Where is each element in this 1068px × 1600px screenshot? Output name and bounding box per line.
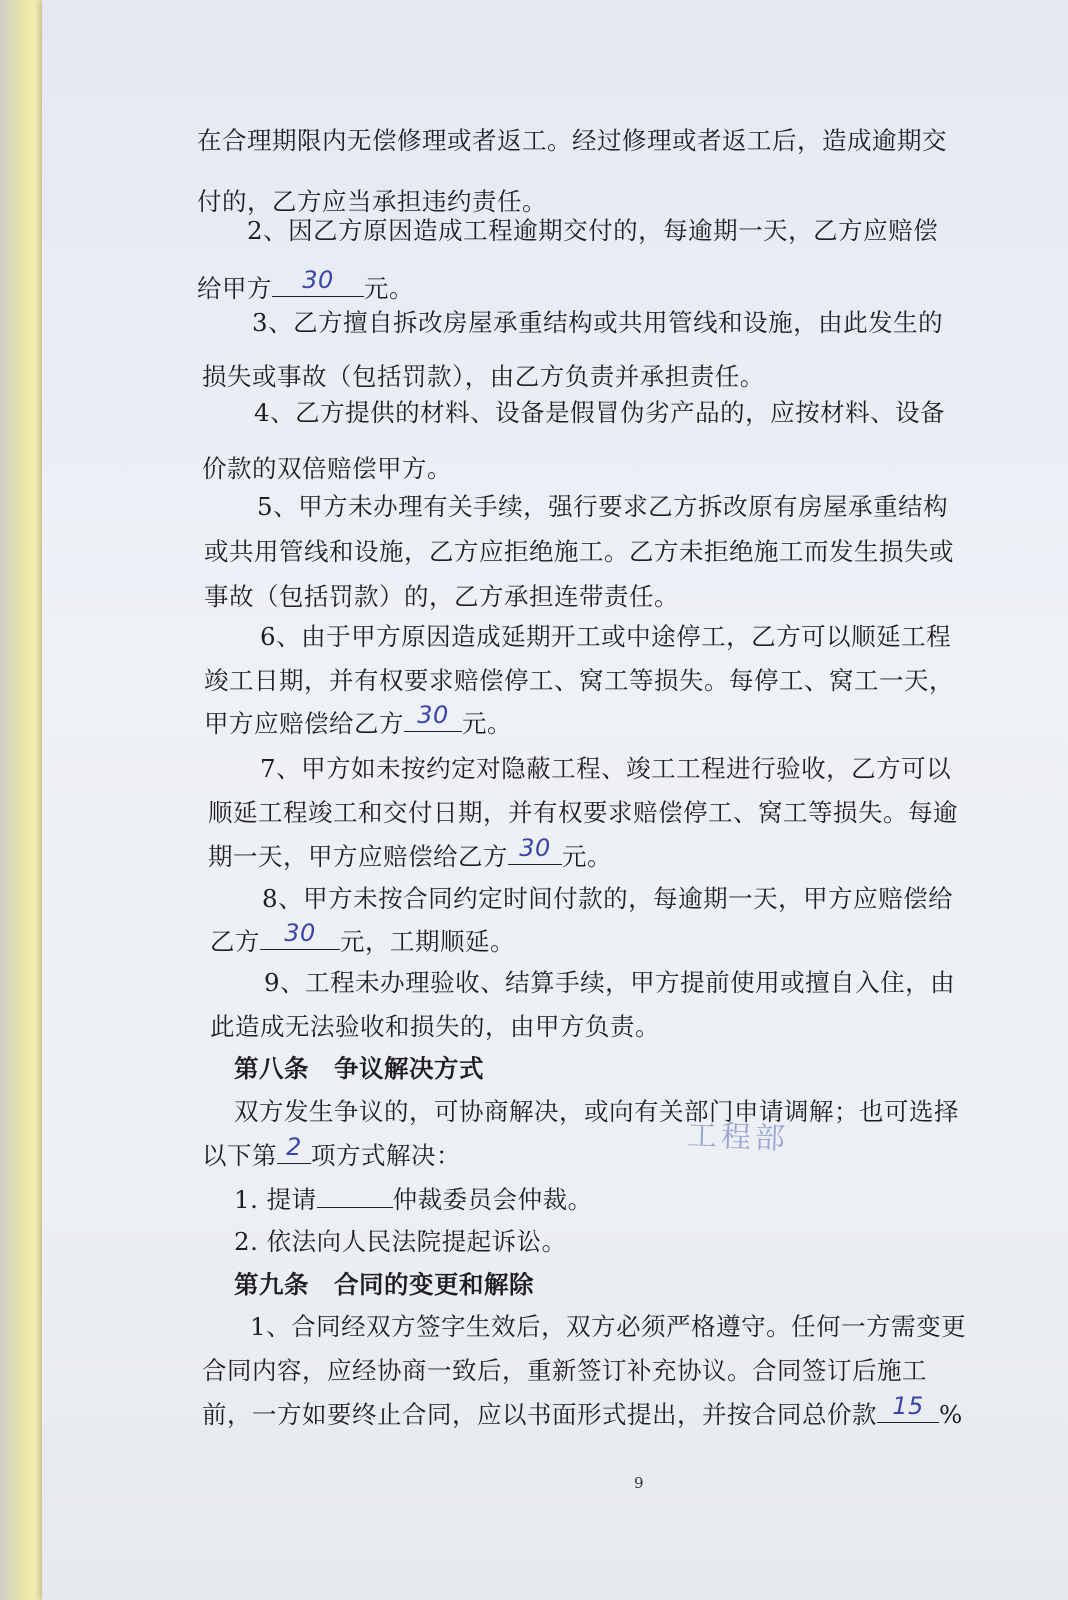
text-line: 合同内容，应经协商一致后，重新签订补充协议。合同签订后施工 (202, 1356, 927, 1385)
text-fragment: 仲裁委员会仲裁。 (392, 1185, 593, 1214)
text-fragment: 元。 (462, 709, 512, 738)
text-fragment: 甲方应赔偿给乙方 (204, 709, 404, 738)
fill-blank (404, 701, 462, 732)
fill-line (210, 919, 515, 958)
handwritten-value: 30 (519, 834, 551, 862)
text-line: 在合理期限内无偿修理或者返工。经过修理或者返工后，造成逾期交 (197, 126, 947, 155)
fill-line (197, 266, 414, 305)
text-line: 7、甲方如未按约定对隐蔽工程、竣工工程进行验收，乙方可以 (260, 754, 952, 783)
text-fragment: 元。 (364, 274, 414, 303)
text-line: 事故（包括罚款）的，乙方承担连带责任。 (204, 582, 679, 611)
text-line: 5、甲方未办理有关手续，强行要求乙方拆改原有房屋承重结构 (257, 492, 949, 521)
text-line: 1、合同经双方签字生效后，双方必须严格遵守。任何一方需变更 (250, 1312, 967, 1341)
text-line: 付的，乙方应当承担违约责任。 (197, 187, 547, 216)
text-line: 4、乙方提供的材料、设备是假冒伪劣产品的，应按材料、设备 (254, 398, 946, 427)
handwritten-value: 30 (284, 919, 316, 947)
handwritten-value: 30 (417, 701, 449, 729)
handwritten-value: 2 (286, 1133, 302, 1161)
contract-text (42, 0, 1068, 1600)
fill-blank (877, 1392, 939, 1423)
fill-line (204, 701, 512, 740)
section-heading: 第八条 争议解决方式 (234, 1054, 484, 1083)
text-fragment: % (939, 1400, 963, 1429)
fill-blank (277, 1133, 311, 1164)
page-number: 9 (634, 1474, 644, 1492)
fill-blank (260, 919, 340, 950)
text-fragment: 给甲方 (197, 274, 272, 303)
text-line: 竣工日期，并有权要求赔偿停工、窝工等损失。每停工、窝工一天， (204, 666, 954, 695)
handwritten-value: 30 (302, 266, 334, 294)
fill-blank (317, 1183, 393, 1208)
text-line: 损失或事故（包括罚款），由乙方负责并承担责任。 (202, 362, 765, 391)
fill-blank (272, 266, 364, 297)
text-line: 6、由于甲方原因造成延期开工或中途停工，乙方可以顺延工程 (260, 622, 952, 651)
document-page (42, 0, 1068, 1600)
text-line: 顺延工程竣工和交付日期，并有权要求赔偿停工、窝工等损失。每逾 (208, 798, 958, 827)
text-line: 3、乙方擅自拆改房屋承重结构或共用管线和设施，由此发生的 (252, 308, 944, 337)
text-line: 2. 依法向人民法院提起诉讼。 (234, 1227, 567, 1256)
fill-line (202, 1392, 963, 1431)
text-line: 8、甲方未按合同约定时间付款的，每逾期一天，甲方应赔偿给 (262, 884, 954, 913)
text-fragment: 以下第 (202, 1141, 277, 1170)
text-fragment: 1. 提请 (234, 1185, 317, 1214)
fill-line (208, 834, 612, 873)
text-line: 此造成无法验收和损失的，由甲方负责。 (210, 1012, 660, 1041)
fill-line (202, 1133, 461, 1172)
fill-line (234, 1181, 593, 1216)
text-fragment: 项方式解决： (311, 1141, 461, 1170)
text-fragment: 元，工期顺延。 (340, 927, 515, 956)
text-line: 2、因乙方原因造成工程逾期交付的，每逾期一天，乙方应赔偿 (247, 216, 939, 245)
text-line: 或共用管线和设施，乙方应拒绝施工。乙方未拒绝施工而发生损失或 (204, 537, 954, 566)
text-line: 9、工程未办理验收、结算手续，甲方提前使用或擅自入住，由 (264, 968, 956, 997)
handwritten-value: 15 (892, 1392, 924, 1420)
text-fragment: 元。 (562, 842, 612, 871)
department-stamp: 工程部 (686, 1118, 790, 1157)
text-fragment: 前，一方如要终止合同，应以书面形式提出，并按合同总价款 (202, 1400, 877, 1429)
text-fragment: 乙方 (210, 927, 260, 956)
text-line: 价款的双倍赔偿甲方。 (202, 454, 452, 483)
fill-blank (508, 834, 562, 865)
text-line: 双方发生争议的，可协商解决，或向有关部门申请调解；也可选择 (234, 1097, 959, 1126)
section-heading: 第九条 合同的变更和解除 (234, 1270, 534, 1299)
text-fragment: 期一天，甲方应赔偿给乙方 (208, 842, 508, 871)
